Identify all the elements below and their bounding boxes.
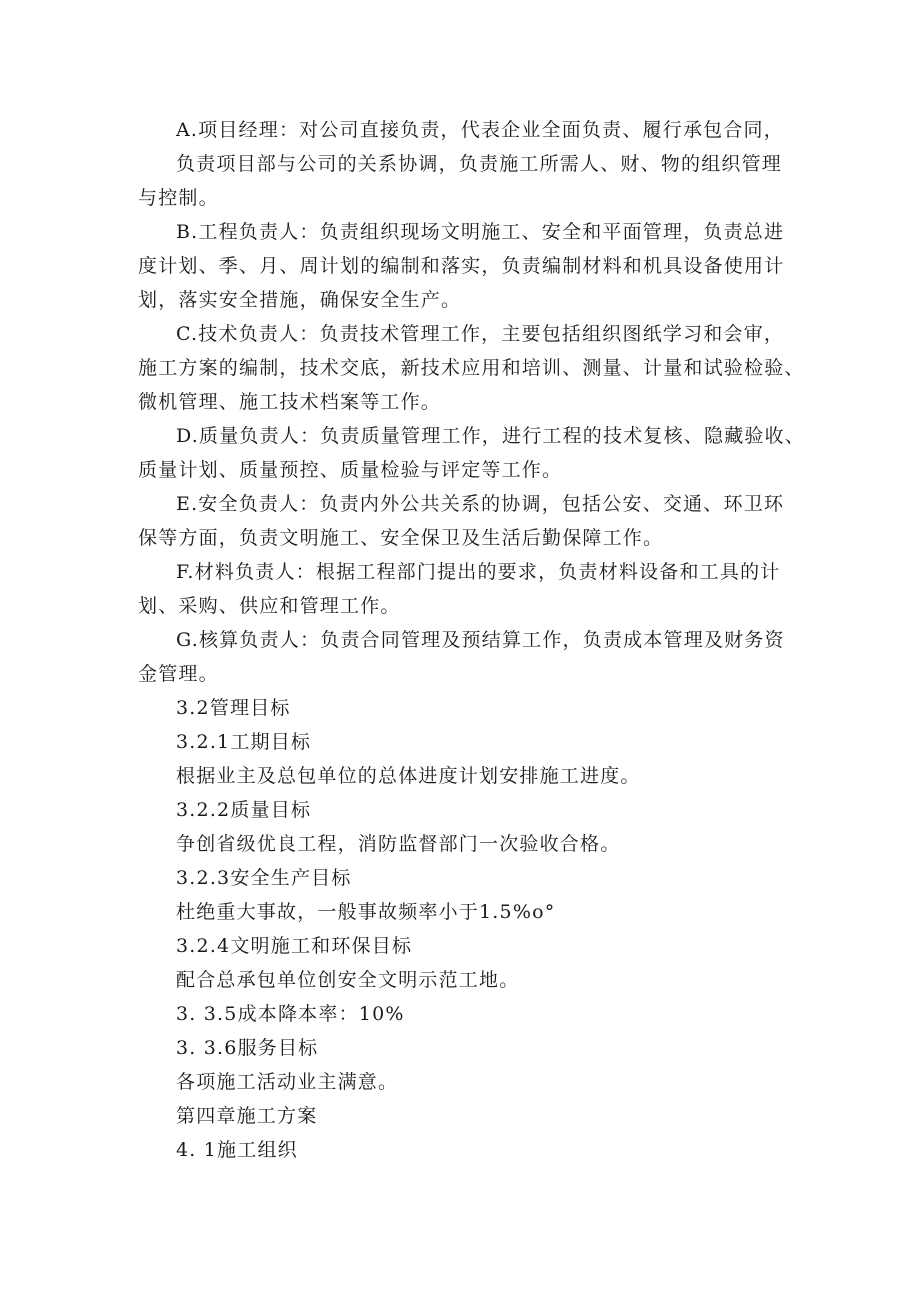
para-e-line-1: E.安全负责人：负责内外公共关系的协调，包括公安、交通、环卫环 [176, 493, 785, 515]
text-3-3-6: 各项施工活动业主满意。 [176, 1071, 399, 1093]
heading-3-2: 3.2管理目标 [176, 697, 291, 719]
para-b-line-3: 划，落实安全措施，确保安全生产。 [138, 289, 462, 311]
text-3-2-3: 杜绝重大事故，一般事故频率小于1.5%o° [176, 901, 556, 923]
para-a-line-3: 与控制。 [138, 187, 219, 209]
text-3-2-1: 根据业主及总包单位的总体进度计划安排施工进度。 [176, 765, 641, 787]
chapter-4-heading: 第四章施工方案 [176, 1105, 318, 1127]
para-f-line-2: 划、采购、供应和管理工作。 [138, 595, 401, 617]
para-d-line-2: 质量计划、质量预控、质量检验与评定等工作。 [138, 459, 563, 481]
heading-3-2-2: 3.2.2质量目标 [176, 799, 312, 821]
para-c-line-3: 微机管理、施工技术档案等工作。 [138, 391, 442, 413]
heading-4-1: 4. 1施工组织 [176, 1139, 298, 1161]
para-b-line-2: 度计划、季、月、周计划的编制和落实，负责编制材料和机具设备使用计 [138, 255, 785, 277]
para-g-line-1: G.核算负责人：负责合同管理及预结算工作，负责成本管理及财务资 [176, 629, 785, 651]
para-c-line-2: 施工方案的编制，技术交底，新技术应用和培训、测量、计量和试验检验、 [138, 357, 805, 379]
para-a-line-2: 负责项目部与公司的关系协调，负责施工所需人、财、物的组织管理 [176, 153, 783, 175]
heading-3-2-4: 3.2.4文明施工和环保目标 [176, 935, 413, 957]
heading-3-3-5: 3. 3.5成本降本率：10% [176, 1003, 405, 1025]
para-g-line-2: 金管理。 [138, 663, 219, 685]
para-c-line-1: C.技术负责人：负责技术管理工作，主要包括组织图纸学习和会审， [176, 323, 785, 345]
heading-3-2-1: 3.2.1工期目标 [176, 731, 312, 753]
heading-3-3-6: 3. 3.6服务目标 [176, 1037, 319, 1059]
para-d-line-1: D.质量负责人：负责质量管理工作，进行工程的技术复核、隐藏验收、 [176, 425, 805, 447]
heading-3-2-3: 3.2.3安全生产目标 [176, 867, 352, 889]
para-a-line-1: A.项目经理：对公司直接负责，代表企业全面负责、履行承包合同， [176, 119, 784, 141]
para-e-line-2: 保等方面，负责文明施工、安全保卫及生活后勤保障工作。 [138, 527, 664, 549]
text-3-2-2: 争创省级优良工程，消防监督部门一次验收合格。 [176, 833, 621, 855]
para-b-line-1: B.工程负责人：负责组织现场文明施工、安全和平面管理，负责总进 [176, 221, 785, 243]
text-3-2-4: 配合总承包单位创安全文明示范工地。 [176, 969, 520, 991]
para-f-line-1: F.材料负责人：根据工程部门提出的要求，负责材料设备和工具的计 [176, 561, 781, 583]
